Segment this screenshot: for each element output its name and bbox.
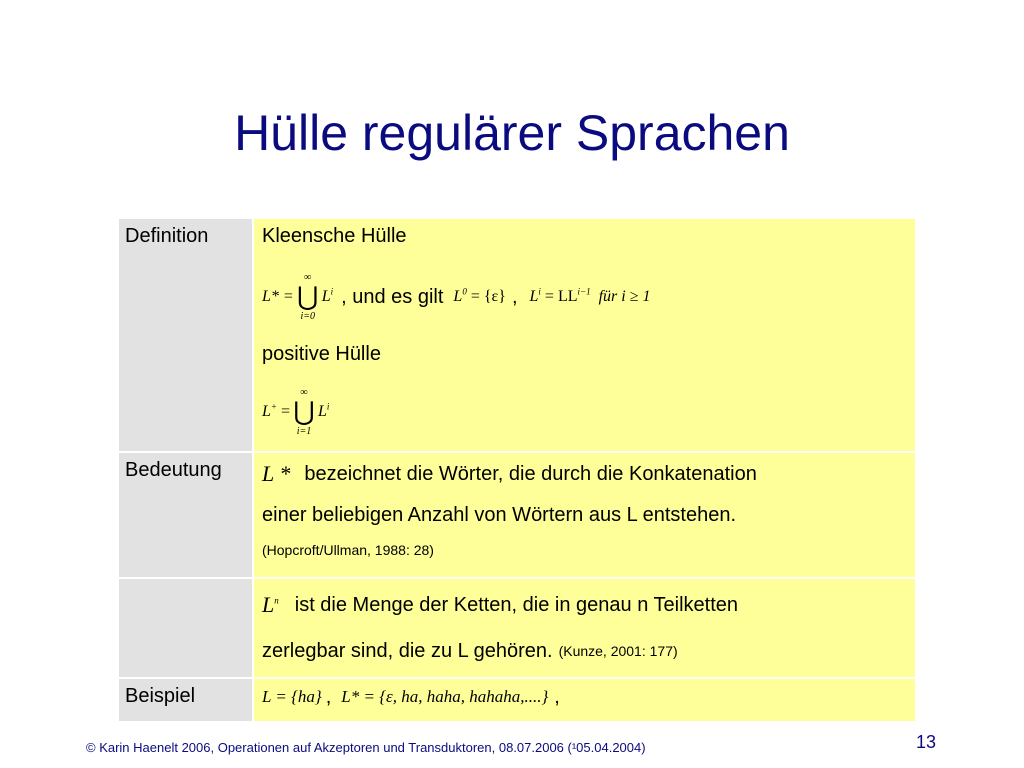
row-content-meaning-ln [253,578,916,678]
row-content-meaning [253,452,916,578]
union-symbol: ⋃ [297,282,319,311]
positive-heading: positive Hülle [262,343,381,365]
table-row-definition [118,218,916,452]
row-label-example: Beispiel [118,678,253,722]
ln-symbol: $L^n$ [262,592,279,617]
meaning-citation: (Hopcroft/Ullman, 1988: 28) [262,542,434,558]
kleene-heading: Kleensche Hülle [262,225,407,247]
union-operator-kleene [294,272,322,322]
union-term: $L^i$ [321,286,334,305]
ln-line-2 [262,631,915,671]
example-formula-1: L = {ha} [262,687,322,706]
row-content-example [253,678,916,722]
table-row-meaning-ln [118,578,916,678]
kleene-connector: , und es gilt [341,285,444,308]
slide-title: Hülle regulärer Sprachen [234,105,790,161]
formula-separator: , [511,285,518,308]
table-row-meaning [118,452,916,578]
definition-table [117,217,917,723]
union-upper-limit: ∞ [304,272,312,283]
kleene-star-symbol: L * [262,461,291,486]
positive-formula-line [262,375,915,449]
row-label-definition: Definition [118,218,253,452]
union-operator-positive [290,387,318,437]
row-label-meaning: Bedeutung [118,452,253,578]
positive-formula-lhs: L+ = [262,401,291,420]
kleene-formula-line [262,255,915,339]
example-separator-1: , [325,685,332,708]
page-number: 13 [915,732,936,752]
kleene-formula-lhs: L* = [262,288,294,305]
meaning-line-1 [262,453,915,495]
row-content-definition [253,218,916,452]
ln-citation: (Kunze, 2001: 177) [558,643,678,659]
union-lower-limit-positive: i=1 [296,426,312,437]
meaning-text-line-2: einer beliebigen Anzahl von Wörtern aus L entstehen. [262,503,737,526]
union-symbol-positive: ⋃ [293,397,315,426]
union-term-positive: $L^i$ [318,401,330,420]
ln-text-line-2: zerlegbar sind, die zu L gehören. [262,639,553,662]
example-formula-2: L* = {ε, ha, haha, hahaha,....} [341,687,549,706]
base-case-formula: $L^0 = \{\varepsilon\}$ [453,286,506,305]
union-upper-limit-positive: ∞ [300,387,308,398]
table-row-example [118,678,916,722]
recursive-formula: $L^i = LL^{i-1}$ für i ≥ 1 [529,286,651,305]
meaning-text-line-1: bezeichnet die Wörter, die durch die Konkatenation [304,462,757,485]
ln-text-line-1: ist die Menge der Ketten, die in genau n Teilketten [294,593,739,616]
row-label-empty [118,578,253,678]
example-separator-2: , [554,685,560,708]
slide-footer: © Karin Haenelt 2006, Operationen auf Akzeptoren und Transduktoren, 08.07.2006 (¹05.04.2004) [86,740,646,755]
example-line [262,679,915,715]
union-lower-limit: i=0 [300,311,315,322]
ln-line-1 [262,579,915,631]
